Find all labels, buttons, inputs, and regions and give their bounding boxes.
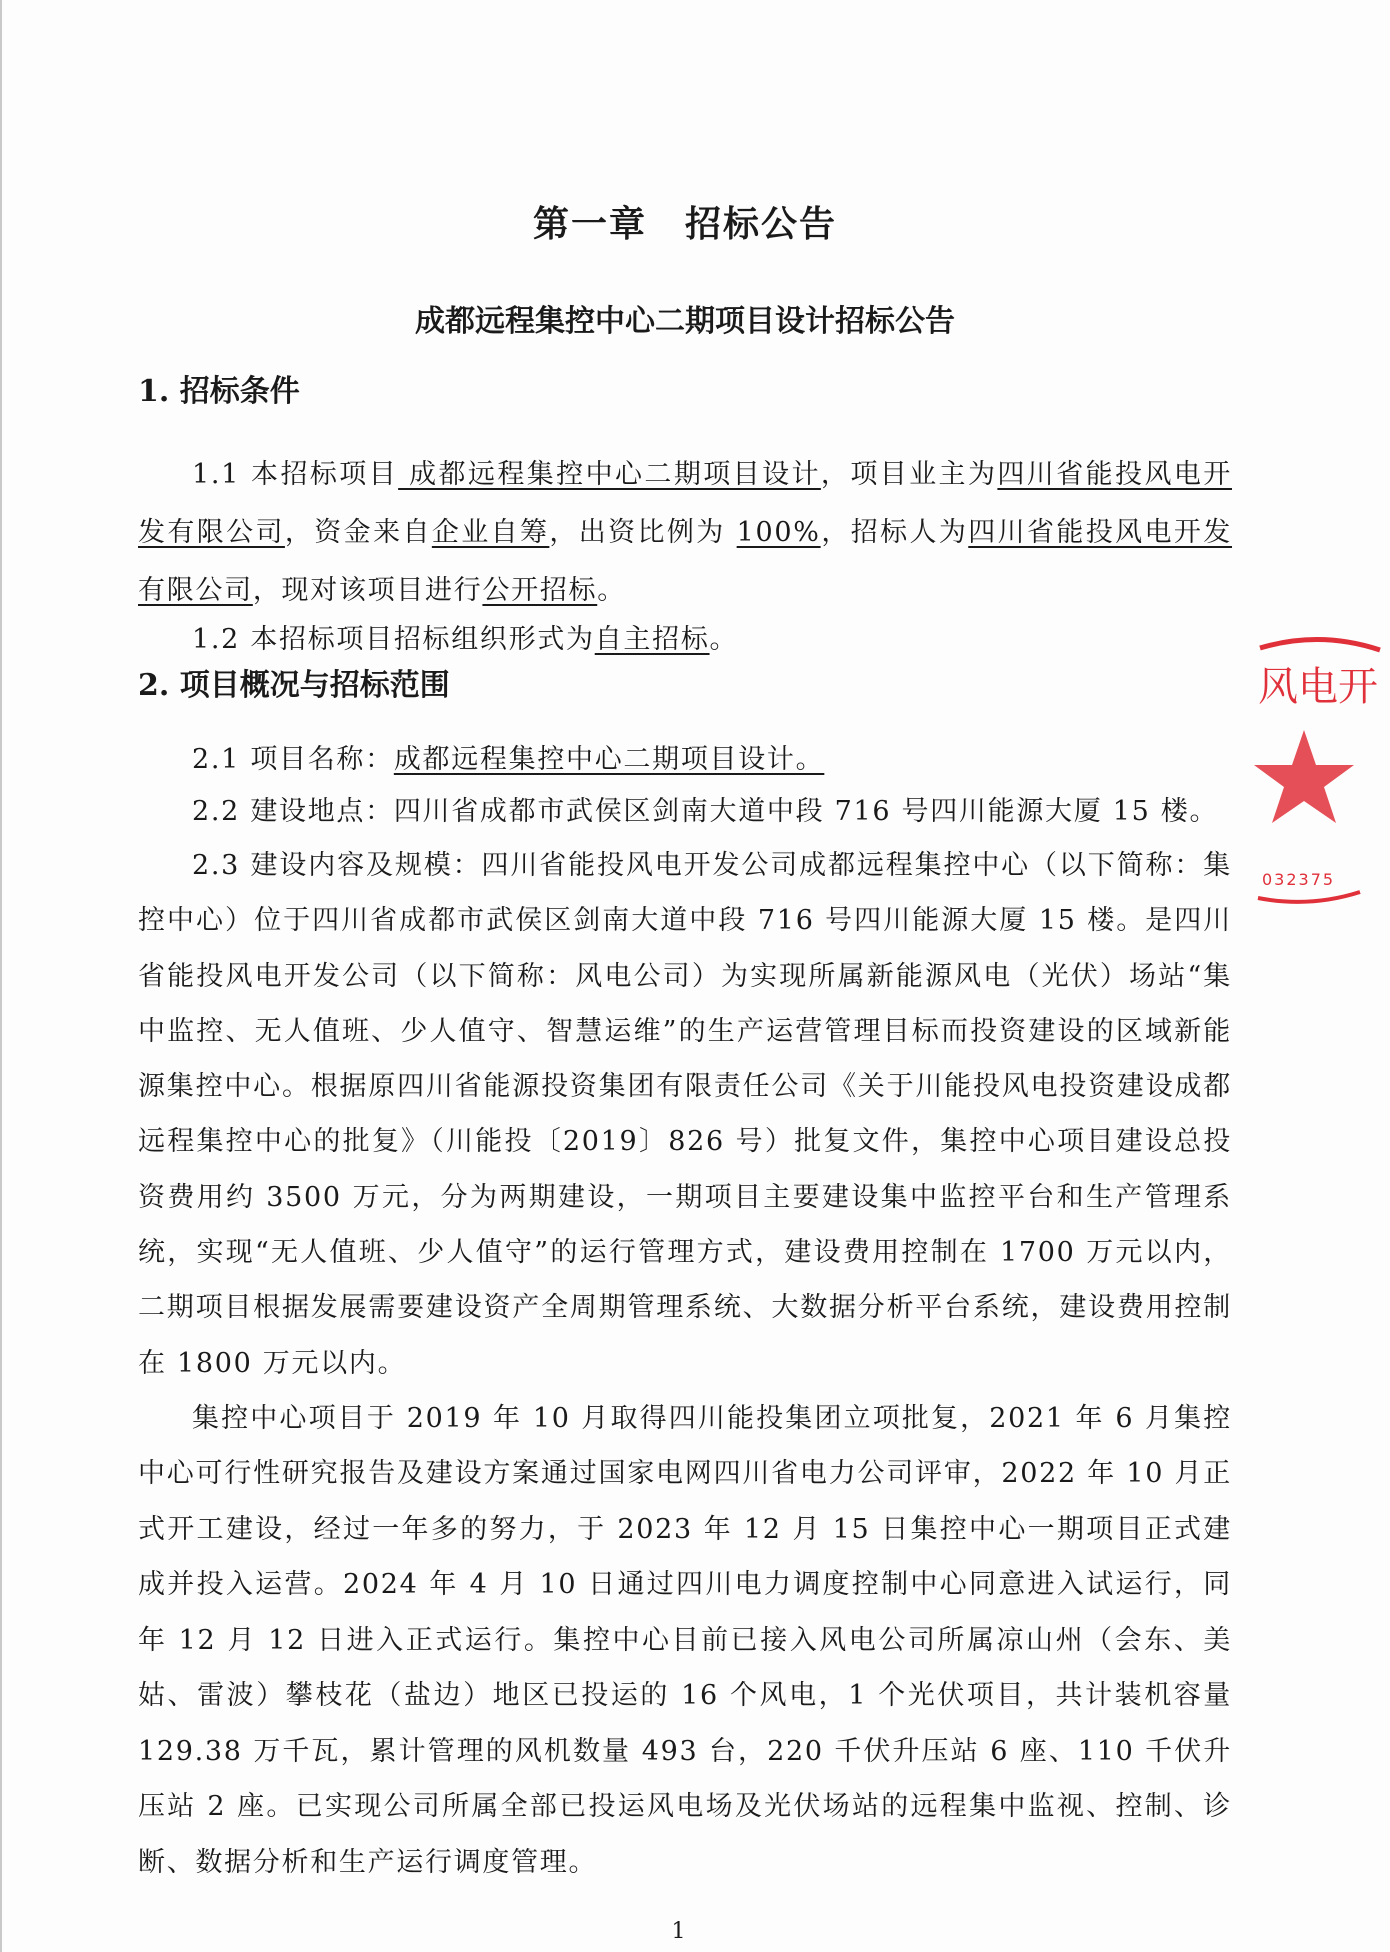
document-page: [138, 202, 1232, 1890]
chapter-title: 第一章 招标公告: [532, 203, 837, 245]
seal-number: 032375: [1262, 870, 1336, 889]
underlined-field: 成都远程集控中心二期项目设计。: [393, 744, 825, 775]
paragraph-2-3-continued: [138, 1391, 1232, 1891]
text-run: 。: [597, 575, 626, 606]
underlined-field: 自主招标: [594, 624, 710, 655]
paragraph-1-1: [138, 446, 1232, 620]
underlined-field: 四川省能投风电开发有限公司: [138, 459, 1232, 548]
section-heading-2: 2. 项目概况与招标范围: [138, 668, 450, 703]
text-run: ，现对该项目进行: [252, 575, 483, 606]
section-heading-1: 1. 招标条件: [138, 374, 300, 409]
text-run: 2.1 项目名称：: [192, 744, 394, 775]
underlined-field: 100%: [736, 517, 821, 548]
document-title: 成都远程集控中心二期项目设计招标公告: [415, 304, 955, 339]
text-run: 。: [709, 624, 739, 655]
scan-edge: [0, 0, 2, 1952]
underlined-field: 公开招标: [482, 575, 598, 606]
underlined-field: 企业自筹: [431, 517, 550, 548]
underlined-field: 成都远程集控中心二期项目设计: [398, 459, 821, 490]
text-run: ，项目业主为: [820, 459, 998, 490]
company-seal: [1250, 630, 1390, 910]
text-run: ，招标人为: [820, 517, 969, 548]
text-run: 1.1 本招标项目: [192, 459, 399, 490]
page-number: 1: [671, 1919, 686, 1945]
paragraph-2-2: [138, 792, 1232, 832]
text-run: 1.2 本招标项目招标组织形式为: [192, 624, 595, 655]
paragraph-2-3: [138, 838, 1232, 1391]
text-run: ，资金来自: [284, 517, 432, 548]
text-run: 2.2 建设地点：四川省成都市武侯区剑南大道中段 716 号四川能源大厦 15 楼。: [192, 796, 1219, 827]
text-run: 2.3 建设内容及规模：四川省能投风电开发公司成都远程集控中心（以下简称：集控中心）位于四川省成都市武侯区剑南大道中段 716 号四川能源大厦 15 楼。是四川省能投风电开发公司（以下简称：风电公司）为实现所属新能源风电（光伏）场站“集中监控、无人值班、少人值守、智慧运维”的生产运营管理目标而投资建设的区域新能源集控中心。根据原四川省能源投资集团有限责任公司《关于川能投风电投资建设成都远程集控中心的批复》（川能投〔2019〕826 号）批复文件，集控中心项目建设总投资费用约 3500 万元，分为两期建设，一期项目主要建设集中监控平台和生产管理系统，实现“无人值班、少人值守”的运行管理方式，建设费用控制在 1700 万元以内，二期项目根据发展需要建设资产全周期管理系统、大数据分析平台系统，建设费用控制在 1800 万元以内。: [138, 850, 1232, 1379]
underlined-field: 四川省能投风电开发有限公司: [138, 517, 1233, 606]
text-run: ，出资比例为: [549, 517, 737, 548]
paragraph-2-1: [138, 740, 1232, 780]
paragraph-1-2: [138, 620, 1232, 660]
text-run: 集控中心项目于 2019 年 10 月取得四川能投集团立项批复，2021 年 6 月集控中心可行性研究报告及建设方案通过国家电网四川省电力公司评审，2022 年 10 月正式开工建设，经过一年多的努力，于 2023 年 12 月 15 日集控中心一期项目正式建成并投入运营。2024 年 4 月 10 日通过四川电力调度控制中心同意进入试运行，同年 12 月 12 日进入正式运行。集控中心目前已接入风电公司所属凉山州（会东、美姑、雷波）攀枝花（盐边）地区已投运的 16 个风电，1 个光伏项目，共计装机容量 129.38 万千瓦，累计管理的风机数量 493 台，220 千伏升压站 6 座、110 千伏升压站 2 座。已实现公司所属全部已投运风电场及光伏场站的远程集中监视、控制、诊断、数据分析和生产运行调度管理。: [138, 1402, 1232, 1878]
seal-text: 风电开: [1258, 664, 1378, 710]
